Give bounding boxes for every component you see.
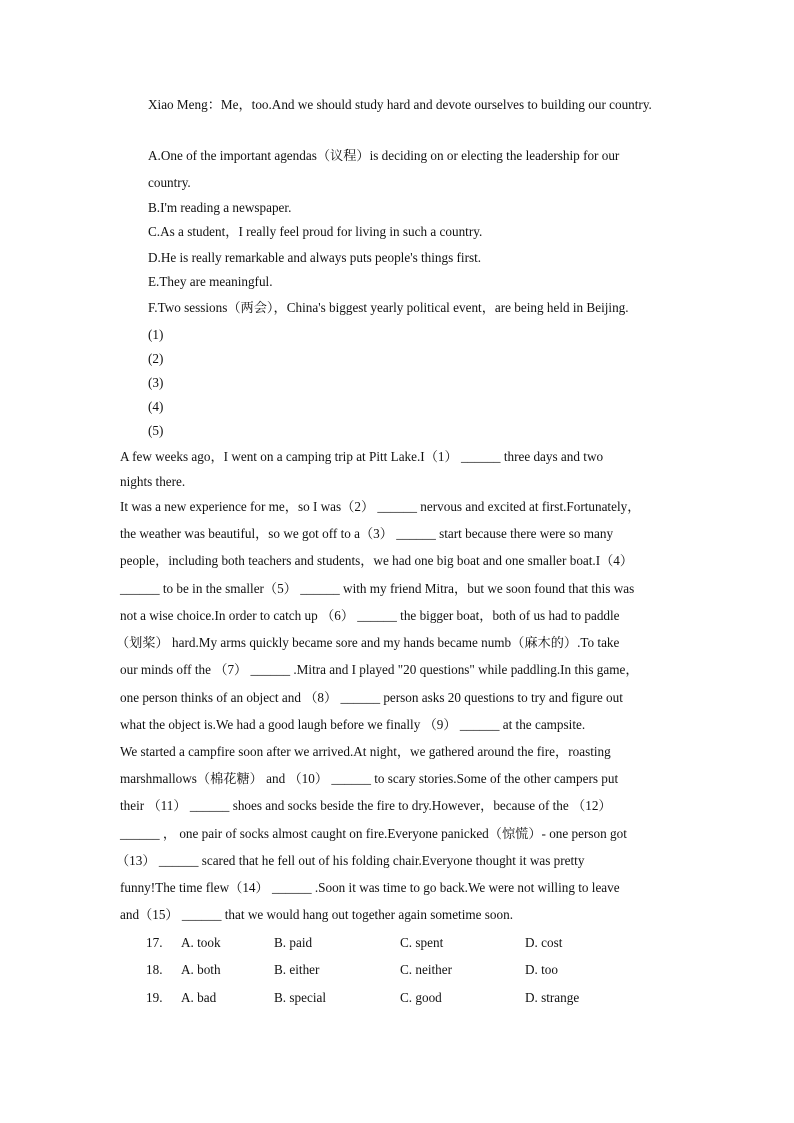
- passage-line: our minds off the （7） ______ .Mitra and I played "20 questions" while paddling.In this game，: [120, 662, 639, 677]
- question-row: [0, 934, 794, 952]
- blank-label: (2): [148, 351, 164, 366]
- option-e-line: E.They are meaningful.: [148, 274, 273, 289]
- passage-line: the weather was beautiful，so we got off to a（3） ______ start because there were so many: [120, 526, 614, 541]
- choice-b: B. either: [274, 962, 320, 977]
- question-number: 17.: [146, 935, 163, 950]
- choice-c: C. neither: [400, 962, 453, 977]
- passage-line: marshmallows（棉花糖） and （10） ______ to scary stories.Some of the other campers put: [120, 771, 619, 786]
- question-number: 18.: [146, 962, 163, 977]
- passage-line: nights there.: [120, 474, 186, 489]
- passage-line: people，including both teachers and students，we had one big boat and one smaller boat.I（4）: [120, 553, 634, 568]
- blank-label: (1): [148, 327, 164, 342]
- choice-a: A. took: [181, 935, 221, 950]
- choice-c: C. good: [400, 990, 442, 1005]
- option-b-line: B.I'm reading a newspaper.: [148, 200, 292, 215]
- question-number: 19.: [146, 990, 163, 1005]
- choice-a: A. bad: [181, 990, 217, 1005]
- dialogue-line: Xiao Meng：Me，too.And we should study hard and devote ourselves to building our country.: [148, 97, 652, 112]
- blank-label: (5): [148, 423, 164, 438]
- passage-line: It was a new experience for me，so I was（2） ______ nervous and excited at first.Fortunately，: [120, 499, 641, 514]
- passage-line: A few weeks ago，I went on a camping trip at Pitt Lake.I（1） ______ three days and two: [120, 449, 604, 464]
- passage-line: （13） ______ scared that he fell out of his folding chair.Everyone thought it was pretty: [116, 853, 585, 868]
- passage-line: We started a campfire soon after we arrived.At night，we gathered around the fire，roasting: [120, 744, 611, 759]
- passage-line: funny!The time flew（14） ______ .Soon it was time to go back.We were not willing to leave: [120, 880, 620, 895]
- passage-line: one person thinks of an object and （8） ______ person asks 20 questions to try and figure out: [120, 690, 623, 705]
- question-row: [0, 989, 794, 1007]
- option-d-line: D.He is really remarkable and always puts people's things first.: [148, 250, 482, 265]
- passage-line: their （11） ______ shoes and socks beside the fire to dry.However，because of the （12）: [120, 798, 612, 813]
- option-f-line: F.Two sessions（两会），China's biggest yearly political event，are being held in Beijing.: [148, 300, 629, 315]
- choice-a: A. both: [181, 962, 221, 977]
- choice-d: D. too: [525, 962, 558, 977]
- passage-line: not a wise choice.In order to catch up （6） ______ the bigger boat，both of us had to paddle: [120, 608, 620, 623]
- blank-label: (4): [148, 399, 164, 414]
- passage-line: （划桨） hard.My arms quickly became sore and my hands became numb（麻木的）.To take: [116, 635, 620, 650]
- option-a-continuation: country.: [148, 175, 191, 190]
- option-a-line: A.One of the important agendas（议程）is deciding on or electing the leadership for our: [148, 148, 620, 163]
- choice-b: B. paid: [274, 935, 313, 950]
- question-row: [0, 961, 794, 979]
- option-c-line: C.As a student，I really feel proud for living in such a country.: [148, 224, 483, 239]
- passage-line: ______ to be in the smaller（5） ______ with my friend Mitra，but we soon found that this was: [120, 581, 635, 596]
- passage-line: and（15） ______ that we would hang out together again sometime soon.: [120, 907, 513, 922]
- blank-label: (3): [148, 375, 164, 390]
- passage-line: ______ ， one pair of socks almost caught on fire.Everyone panicked（惊慌）- one person got: [120, 826, 627, 841]
- choice-d: D. strange: [525, 990, 580, 1005]
- choice-d: D. cost: [525, 935, 563, 950]
- choice-b: B. special: [274, 990, 327, 1005]
- passage-line: what the object is.We had a good laugh before we finally （9） ______ at the campsite.: [120, 717, 586, 732]
- choice-c: C. spent: [400, 935, 444, 950]
